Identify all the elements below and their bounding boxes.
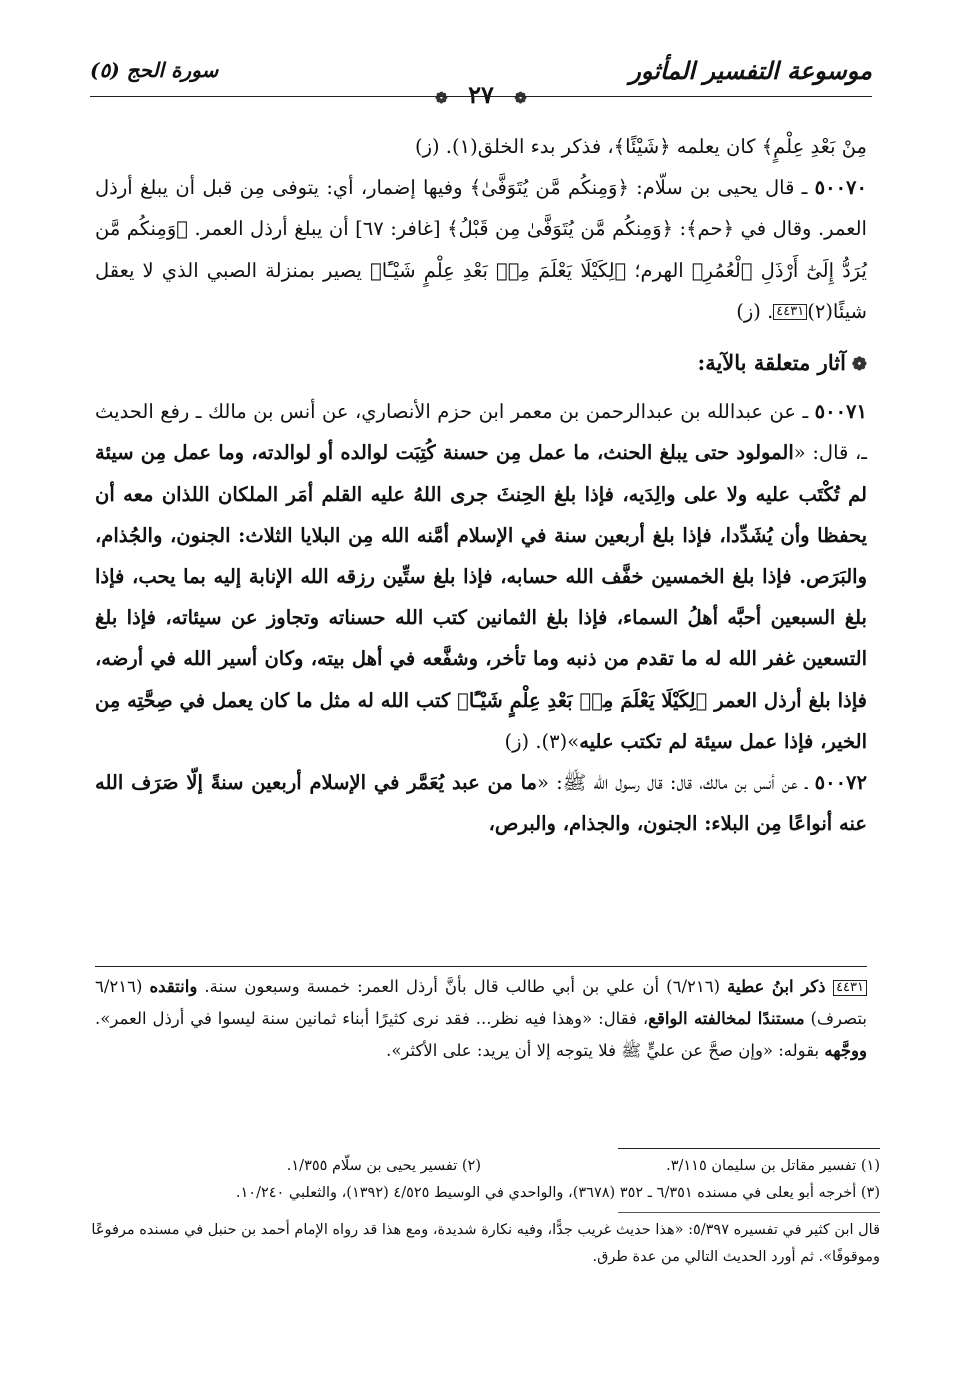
commentary-bold: وانتقده (149, 977, 198, 996)
ornament-icon: ❁ (435, 89, 448, 107)
footnote-divider (618, 1148, 880, 1149)
narration-intro: ـ عن أنس بن مالك، قال: قال رسول الله ﷺ: « (537, 771, 815, 795)
book-title: موسوعة التفسير المأثور (629, 56, 872, 85)
narration-number: ٥٠٠٧٢ (814, 771, 867, 795)
commentary-text: (٦/٢١٦ بتصرف) (95, 977, 867, 1028)
section-heading-text: آثار متعلقة بالآية: (697, 350, 846, 376)
footnote-3: (٣) أخرجه أبو يعلى في مسنده ٦/٣٥١ ـ ٣٥٢ (٣٦٧٨)، والواحدي في الوسيط ٤/٥٢٥ (١٣٩٢)، والثعلبي ١٠/٢٤٠. (235, 1184, 880, 1201)
narration-number: ٥٠٠٧١ (814, 400, 867, 424)
footnote-2: (٢) تفسير يحيى بن سلّام ١/٣٥٥. (286, 1158, 481, 1174)
note-reference-box: ٤٤٣١ (833, 980, 867, 996)
header-divider (90, 96, 872, 97)
note-reference-box: ٤٤٣١ (773, 304, 807, 320)
star-icon: ❁ (851, 354, 867, 376)
page-number-block (90, 80, 872, 109)
narration-number: ٥٠٠٧٠ (814, 176, 867, 200)
narration-end: . (ز) (736, 299, 774, 323)
main-text (95, 126, 867, 844)
hadith-text: ما من عبد يُعَمَّر في الإسلام أربعين سنةً إلّا صَرَف الله عنه أنواعًا مِن البلاء: الجنون، والجذام، والبرص، (95, 771, 867, 836)
footnote-row (82, 1153, 880, 1180)
narration-50070 (95, 167, 867, 332)
commentary-note (95, 966, 867, 1067)
narration-50072 (95, 762, 867, 844)
surah-title: سورة الحج (٥) (90, 58, 219, 82)
paragraph-continuation (95, 126, 867, 167)
narration-50071 (95, 391, 867, 762)
footnote-4: قال ابن كثير في تفسيره ٥/٣٩٧: «هذا حديث غريب جدًّا، وفيه نكارة شديدة، ومع هذا قد رواه الإمام أحمد بن حنبل في مسنده مرفوعًا وموقوفًا». ثم أورد الحديث التالي من عدة طرق. (91, 1222, 880, 1265)
page-number: ٢٧ (468, 80, 494, 109)
commentary-text: ، فقال: «وهذا فيه نظر... فقد نرى كثيرًا أبناء ثمانين سنة ليسوا في أرذل العمر». (95, 1009, 649, 1028)
footnotes (82, 1148, 880, 1270)
page-header (90, 52, 872, 109)
commentary-author: ذكر ابنُ عطية (727, 977, 834, 996)
narration-intro: ـ عن عبدالله بن عبدالرحمن بن معمر ابن حزم الأنصاري، عن أنس بن مالك ـ رفع الحديث ـ، قال: « (95, 400, 867, 465)
footnote-1: (١) تفسير مقاتل بن سليمان ٣/١١٥. (666, 1158, 880, 1174)
footnote-divider (618, 1212, 880, 1213)
commentary-bold: ووجَّهه (824, 1041, 867, 1060)
section-heading (95, 342, 867, 385)
hadith-text: المولود حتى يبلغ الحنث، ما عمل مِن حسنة كُتِبَت لوالده أو لوالدته، وما عمل مِن سيئة لم تُكْتَب عليه ولا على والِدَيه، فإذا بلغ الحِنثَ جرى اللهُ عليه القلم أمَر الملكان اللذان معه أن يحفظا وأن يُشَدِّدا، فإذا بلغ أربعين سنة في الإسلام أمَّنه الله مِن البلايا الثلاث: الجنون، والجُذام، والبَرَص. فإذا بلغ الخمسين خفَّف الله حسابه، فإذا بلغ ستِّين رزقه الله الإنابة إليه بما يحب، فإذا بلغ السبعين أحبَّه أهلُ السماء، فإذا بلغ الثمانين كتب الله حسناته وتجاوز عن سيئاته، فإذا بلغ التسعين غفر الله له ما تقدم من ذنبه وما تأخر، وشفَّعه في أهل بيته، وكان أسير الله في أرضه، فإذا بلغ أرذل العمر ﴿لِكَيْلَا يَعْلَمَ مِنۢ بَعْدِ عِلْمٍ شَيْـًٔا﴾ كتب الله له مثل ما كان يعمل في صِحَّتِه مِن الخير، فإذا عمل سيئة لم تكتب عليه (95, 441, 867, 753)
narration-text: ـ قال يحيى بن سلّام: ﴿وَمِنكُم مَّن يُتَوَفَّىٰ﴾ وفيها إضمار، أي: يتوفى مِن قبل أن يبلغ أرذل العمر. وقال في ﴿حم﴾: ﴿وَمِنكُم مَّن يُتَوَفَّىٰ مِن قَبْلُ﴾ [غافر: ٦٧] أن يبلغ أرذل العمر. ﴿وَمِنكُم مَّن يُرَدُّ إِلَىٰٓ أَرْذَلِ ٱلْعُمُرِ﴾ الهرم؛ ﴿لِكَيْلَا يَعْلَمَ مِنۢ بَعْدِ عِلْمٍ شَيْـًٔا﴾ يصير بمنزلة الصبي الذي لا يعقل شيئًا(٢) (95, 176, 867, 323)
narration-end: »(٣). (ز) (504, 729, 580, 753)
commentary-text: بقوله: «وإن صحَّ عن عليٍّ ﷺ فلا يتوجه إلا أن يريد: على الأكثر». (386, 1041, 825, 1060)
ornament-icon: ❁ (514, 89, 527, 107)
paragraph-text: مِنْ بَعْدِ عِلْمٍ﴾ كان يعلمه ﴿شَيْئًا﴾، فذكر بدء الخلق(١). (ز) (414, 135, 867, 158)
commentary-bold: مستندًا لمخالفته الواقع (648, 1009, 805, 1028)
commentary-text: (٦/٢١٦) أن علي بن أبي طالب قال بأنَّ أرذل العمر: خمسة وسبعون سنة. (197, 977, 728, 996)
